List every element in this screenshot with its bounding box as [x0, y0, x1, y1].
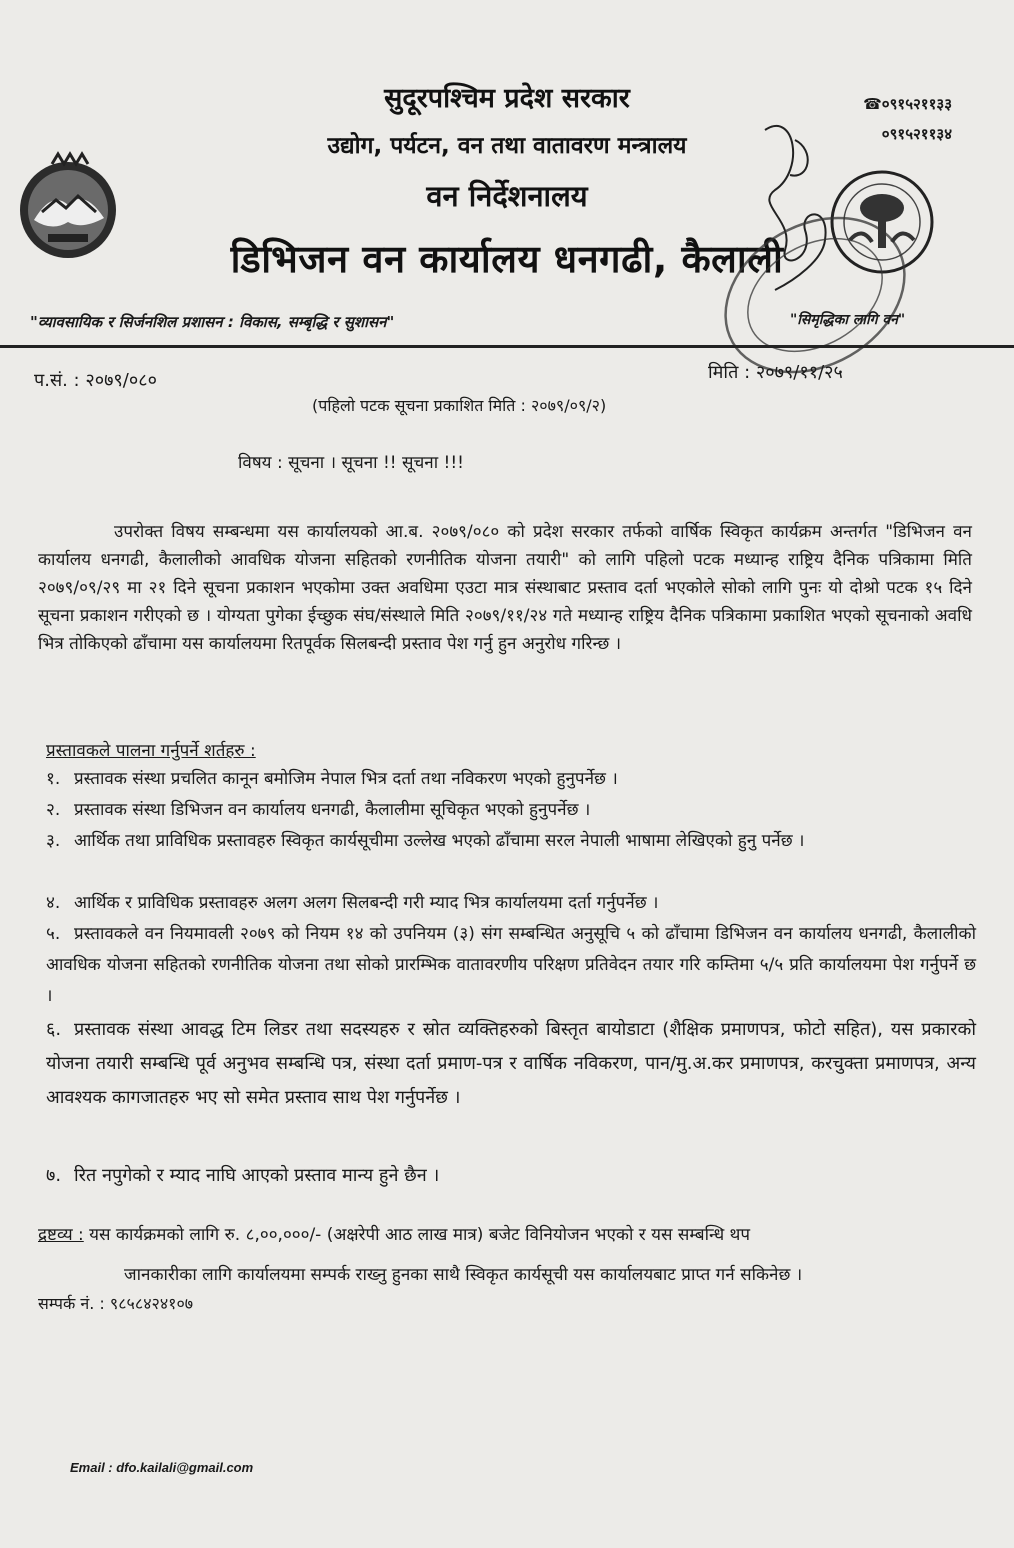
slogan-left: "व्यावसायिक र सिर्जनशिल प्रशासन : विकास, सम्बृद्धि र सुशासन" [30, 313, 395, 331]
phone-2: ०९१५२११३४ [881, 125, 952, 143]
condition-item: ६. प्रस्तावक संस्था आवद्ध टिम लिडर तथा सदस्यहरु र स्रोत व्यक्तिहरुको बिस्तृत बायोडाटा (शैक्षिक प्रमाणपत्र, फोटो सहित), यस प्रकारको योजना तयारी सम्बन्धि पूर्व अनुभव सम्बन्धि पत्र, संस्था दर्ता प्रमाण-पत्र र वार्षिक नविकरण, पान/मु.अ.कर प्रमाणपत्र, करचुक्ता प्रमाणपत्र, अन्य आवश्यक कागजातहरु भए सो समेत प्रस्ताव साथ पेश गर्नुपर्नेछ । [46, 1019, 976, 1108]
condition-item: २. प्रस्तावक संस्था डिभिजन वन कार्यालय धनगढी, कैलालीमा सूचिकृत भएको हुनुपर्नेछ । [46, 800, 591, 820]
header-divider [0, 345, 1014, 348]
slogan-right: "सिमृद्धिका लागि वन" [790, 312, 906, 328]
note-label: द्रष्टव्य : [38, 1225, 84, 1245]
condition-item: ५. प्रस्तावकले वन नियमावली २०७९ को नियम १४ को उपनियम (३) संग सम्बन्धित अनुसूचि ५ को ढाँचामा डिभिजन वन कार्यालय धनगढी, कैलालीको आवधिक योजना सहितको रणनीतिक योजना तथा सोको प्रारम्भिक वातावरणीय परिक्षण प्रतिवेदन तयार गरि कम्तिमा ५/५ प्रति कार्यालयमा पेश गर्नुपर्ने छ । [46, 924, 976, 1006]
subject-line: विषय : सूचना । सूचना !! सूचना !!! [238, 453, 464, 473]
header-directorate: वन निर्देशनालय [426, 179, 588, 213]
condition-item: ४. आर्थिक र प्राविधिक प्रस्तावहरु अलग अलग सिलबन्दी गरी म्याद भित्र कार्यालयमा दर्ता गर्नुपर्नेछ । [46, 893, 659, 913]
phone-1: ☎०९१५२११३३ [863, 95, 952, 113]
note-text-1: यस कार्यक्रमको लागि रु. ८,००,०००/- (अक्षरेपी आठ लाख मात्र) बजेट विनियोजन भएको र यस सम्बन्धि थप [89, 1225, 751, 1245]
condition-item: ७. रित नपुगेको र म्याद नाघि आएको प्रस्ताव मान्य हुने छैन । [46, 1165, 440, 1186]
footer-email: Email : dfo.kailali@gmail.com [70, 1460, 254, 1475]
header-office: डिभिजन वन कार्यालय धनगढी, कैलाली [230, 237, 784, 281]
header-ministry: उद्योग, पर्यटन, वन तथा वातावरण मन्त्रालय [327, 133, 687, 159]
note-line-1 [38, 1222, 998, 1245]
condition-item: १. प्रस्तावक संस्था प्रचलित कानून बमोजिम नेपाल भित्र दर्ता तथा नविकरण भएको हुनुपर्नेछ । [46, 769, 618, 789]
note-line-2: जानकारीका लागि कार्यालयमा सम्पर्क राख्नु हुनका साथै स्विकृत कार्यसूची यस कार्यालयबाट प्राप्त गर्न सकिनेछ । [124, 1265, 803, 1285]
notice-date: मिति : २०७९/११/२५ [708, 362, 843, 383]
body-paragraph: उपरोक्त विषय सम्बन्धमा यस कार्यालयको आ.ब. २०७९/०८० को प्रदेश सरकार तर्फको वार्षिक स्विकृत कार्यक्रम अन्तर्गत "डिभिजन वन कार्यालय धनगढी, कैलालीको आवधिक योजना सहितको रणनीतिक योजना तयारी" को लागि पहिलो पटक मध्यान्ह राष्ट्रिय दैनिक पत्रिकामा मिति २०७९/०९/२९ मा २१ दिने सूचना प्रकाशन भएकोमा उक्त अवधिमा एउटा मात्र संस्थाबाट प्रस्ताव दर्ता भएकोले सोको लागि पुनः यो दोश्रो पटक १५ दिने सूचना प्रकाशन गरीएको छ । योग्यता पुगेका ईच्छुक संघ/संस्थाले मिति २०७९/११/२४ गते मध्यान्ह राष्ट्रिय दैनिक पत्रिकामा प्रकाशित भएको सूचनाको अवधि भित्र तोकिएको ढाँचामा यस कार्यालयमा रितपूर्वक सिलबन्दी प्रस्ताव पेश गर्नु हुन अनुरोध गरिन्छ । [38, 522, 972, 654]
contact-number: सम्पर्क नं. : ९८५८४२४१०७ [38, 1294, 194, 1313]
header-province: सुदूरपश्चिम प्रदेश सरकार [384, 83, 630, 114]
first-notice-date: (पहिलो पटक सूचना प्रकाशित मिति : २०७९/०९/२) [312, 396, 607, 415]
reference-number: प.सं. : २०७९/०८० [34, 370, 157, 391]
conditions-heading: प्रस्तावकले पालना गर्नुपर्ने शर्तहरु : [46, 741, 256, 761]
condition-item: ३. आर्थिक तथा प्राविधिक प्रस्तावहरु स्विकृत कार्यसूचीमा उल्लेख भएको ढाँचामा सरल नेपाली भाषामा लेखिएको हुनु पर्नेछ । [46, 831, 805, 851]
